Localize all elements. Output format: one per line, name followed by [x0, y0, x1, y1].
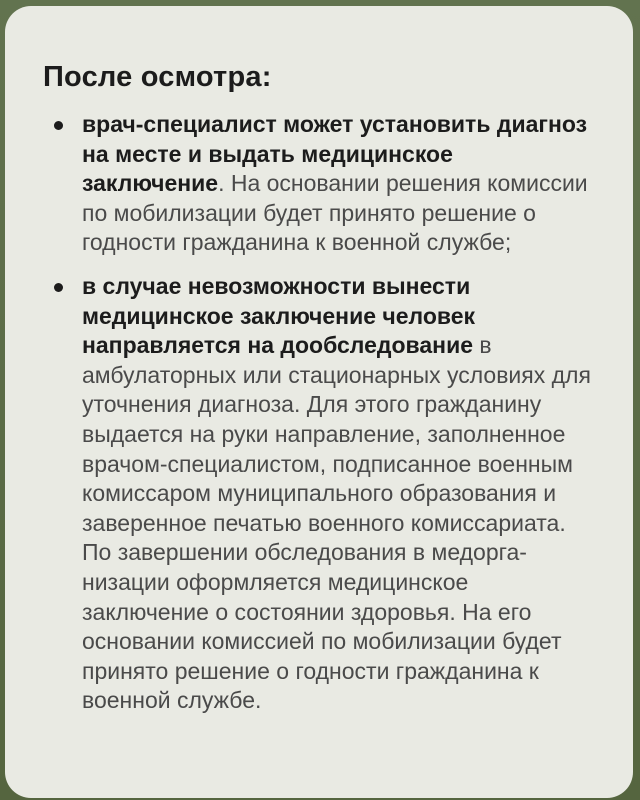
item-bold-text: в случае невозможности вынести медицинское заключение человек направляется на дообследование: [82, 272, 476, 359]
bullet-list: [43, 110, 593, 716]
bullet-dot-icon: [54, 121, 63, 130]
item-body-text: . На основании решения комиссии по мобилизации будет принято решение о годности гражданина к военной службе;: [82, 170, 588, 256]
item-body-text: в амбулаторных или стационарных условиях для уточнения диагноза. Для этого гражданину выдается на руки направление, заполненное врачом-специалистом, подписанное военным комиссаром муниципального образования и заверенное печатью военного комиссариата. По завершении обследования в медорга-низации оформляется медицинское заключение о состоянии здоровья. На его основании комиссией по мобилизации будет принято решение о годности гражданина к военной службе.: [82, 332, 591, 714]
info-card: [5, 6, 633, 798]
list-item: [43, 110, 593, 258]
page-title: После осмотра:: [43, 61, 272, 93]
item-bold-text: врач-специалист может установить диагноз на месте и выдать медицинское заключение: [82, 111, 588, 197]
list-item: [43, 272, 593, 716]
bullet-dot-icon: [54, 283, 63, 292]
